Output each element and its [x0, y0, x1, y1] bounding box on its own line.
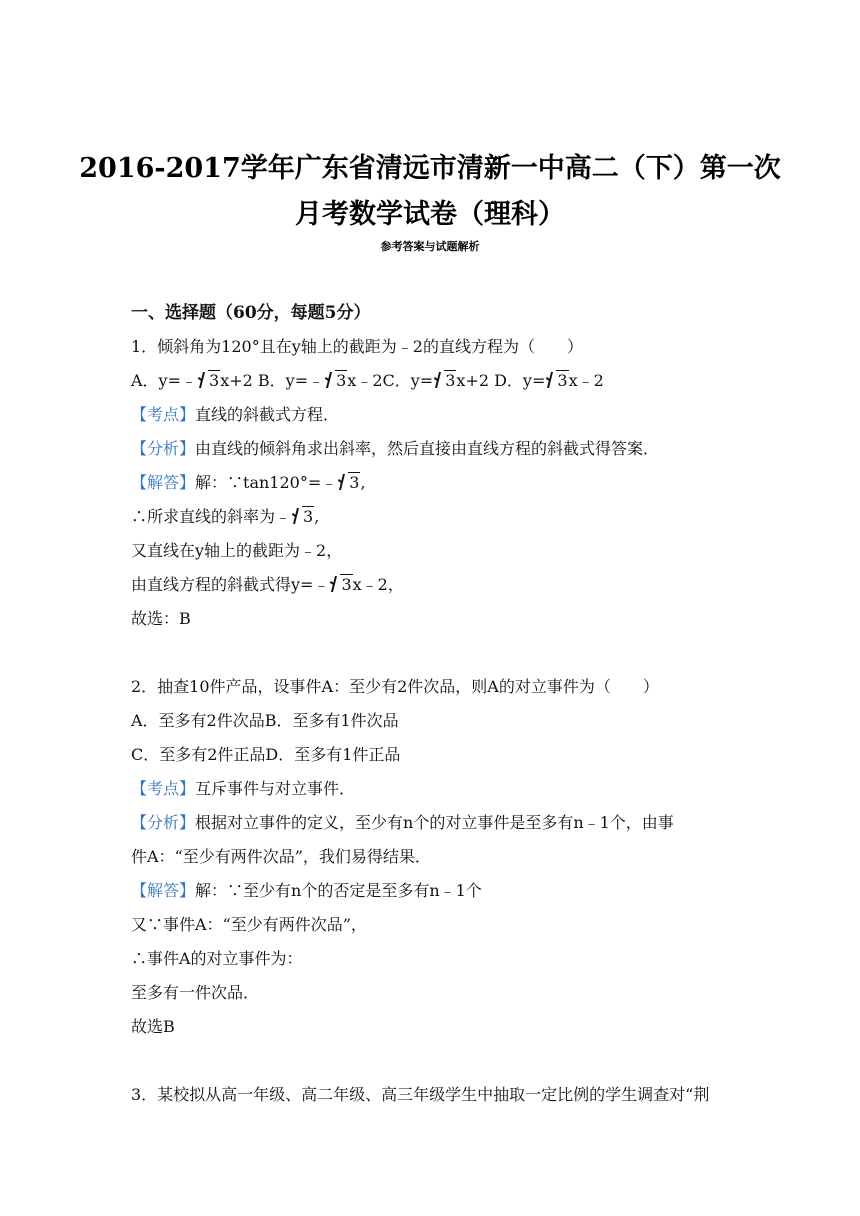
q1-line4-post: x﹣2， [352, 575, 404, 594]
sqrt-symbol: 3 [546, 370, 568, 392]
kaodian-tag: 【考点】 [131, 405, 196, 424]
q2-kaodian [131, 778, 355, 800]
sqrt-symbol: 3 [325, 370, 347, 392]
fenxi-tag: 【分析】 [131, 813, 196, 832]
q2-solution-line-4: 至多有一件次品． [131, 983, 260, 1002]
q2-stem: 2．抽查10件产品，设事件A：至少有2件次品，则A的对立事件为（ ） [131, 677, 659, 696]
q1-fenxi [131, 438, 659, 460]
sqrt-symbol: 3 [338, 472, 360, 494]
q1-options [131, 370, 604, 392]
fenxi-tag: 【分析】 [131, 439, 196, 458]
section-heading: 一、选择题（60分，每题5分） [131, 303, 371, 323]
q1-kaodian [131, 404, 339, 426]
document-title-line-1: 2016-2017学年广东省清远市清新一中高二（下）第一次 [79, 153, 781, 184]
q1-opt-a-post: x+2 B．y=﹣ [220, 371, 325, 390]
q1-line4-pre: 由直线方程的斜截式得y=﹣ [131, 575, 330, 594]
sqrt-symbol: 3 [198, 370, 220, 392]
q2-jieda-text: 解：∵至少有n个的否定是至多有n﹣1个 [195, 881, 482, 900]
q2-fenxi [131, 812, 674, 834]
q3-stem: 3．某校拟从高一年级、高二年级、高三年级学生中抽取一定比例的学生调查对“荆 [131, 1085, 710, 1104]
q2-solution-line-2: 又∵事件A：“至少有两件次品”， [131, 915, 367, 934]
jieda-tag: 【解答】 [131, 473, 196, 492]
document-subtitle: 参考答案与试题解析 [380, 240, 480, 253]
q1-kaodian-text: 直线的斜截式方程． [195, 405, 340, 424]
q1-solution-line-2 [131, 506, 319, 528]
q1-fenxi-text: 由直线的倾斜角求出斜率，然后直接由直线方程的斜截式得答案． [195, 439, 660, 458]
q1-solution-line-3: 又直线在y轴上的截距为﹣2， [131, 541, 343, 560]
sqrt-symbol: 3 [330, 574, 352, 596]
q2-fenxi-text-2: 件A：“至少有两件次品”，我们易得结果． [131, 847, 431, 866]
q2-kaodian-text: 互斥事件与对立事件． [195, 779, 356, 798]
q2-solution-line-3: ∴事件A的对立事件为： [131, 949, 303, 968]
q1-line2-pre: ∴所求直线的斜率为﹣ [131, 507, 292, 526]
q1-opt-b-post: x﹣2C．y= [347, 371, 434, 390]
sqrt-symbol: 3 [434, 370, 456, 392]
q1-opt-d-post: x﹣2 [568, 371, 604, 390]
q1-jieda-pre: 解：∵tan120°=﹣ [195, 473, 338, 492]
document-title-line-2: 月考数学试卷（理科） [295, 199, 565, 230]
q1-stem: 1．倾斜角为120°且在y轴上的截距为﹣2的直线方程为（ ） [131, 337, 583, 356]
q1-solution-line-4 [131, 574, 404, 596]
q2-options-cd: C．至多有2件正品D．至多有1件正品 [131, 745, 401, 764]
q1-line2-post: , [314, 507, 320, 526]
q1-jieda-post: , [360, 473, 366, 492]
q1-opt-c-post: x+2 D．y= [456, 371, 546, 390]
kaodian-tag: 【考点】 [131, 779, 196, 798]
q2-fenxi-text-1: 根据对立事件的定义，至少有n个的对立事件是至多有n﹣1个，由事 [195, 813, 674, 832]
q2-answer: 故选B [131, 1017, 175, 1036]
sqrt-symbol: 3 [292, 506, 314, 528]
q1-opt-a-pre: A．y=﹣ [131, 371, 198, 390]
q1-jieda [131, 472, 366, 494]
q2-options-ab: A．至多有2件次品B．至多有1件次品 [131, 711, 399, 730]
jieda-tag: 【解答】 [131, 881, 196, 900]
q2-jieda [131, 880, 482, 902]
q1-answer: 故选：B [131, 609, 191, 628]
